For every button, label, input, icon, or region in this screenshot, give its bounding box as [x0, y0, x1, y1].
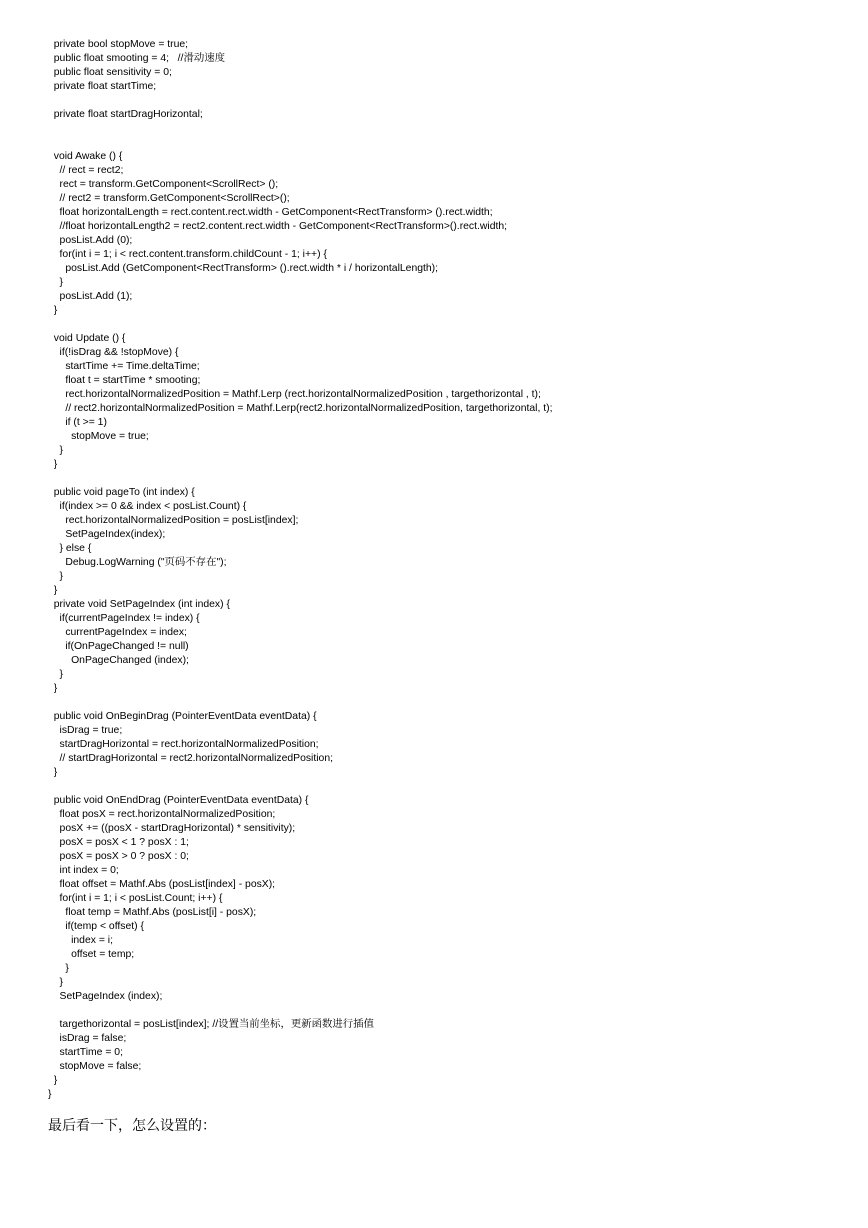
- code-line: }: [48, 585, 58, 596]
- code-line: }: [48, 571, 64, 582]
- code-line: isDrag = false;: [48, 1033, 127, 1044]
- code-line: targethorizontal = posList[index]; //设置当前坐标，更新函数进行插值: [48, 1019, 374, 1030]
- code-line: float temp = Mathf.Abs (posList[i] - posX);: [48, 907, 257, 918]
- code-line: posList.Add (GetComponent<RectTransform> ().rect.width * i / horizontalLength);: [48, 263, 439, 274]
- code-line: // rect2 = transform.GetComponent<ScrollRect>();: [48, 193, 290, 204]
- code-line: if(OnPageChanged != null): [48, 641, 189, 652]
- code-line: index = i;: [48, 935, 113, 946]
- code-line: rect.horizontalNormalizedPosition = Mathf.Lerp (rect.horizontalNormalizedPosition , targethorizontal , t);: [48, 389, 541, 400]
- code-line: [48, 318, 848, 332]
- code-line: offset = temp;: [48, 949, 135, 960]
- code-line: private void SetPageIndex (int index) {: [48, 599, 230, 610]
- code-line: }: [48, 445, 64, 456]
- code-line: }: [48, 1075, 58, 1086]
- code-line: stopMove = false;: [48, 1061, 142, 1072]
- closing-paragraph: 最后看一下，怎么设置的：: [48, 1118, 216, 1134]
- code-block: [48, 38, 848, 1102]
- code-line: }: [48, 1089, 52, 1100]
- code-line: [48, 780, 848, 794]
- code-line: SetPageIndex (index);: [48, 991, 163, 1002]
- code-line: void Awake () {: [48, 151, 123, 162]
- code-line: [48, 122, 848, 136]
- code-line: private float startDragHorizontal;: [48, 109, 203, 120]
- code-line: }: [48, 767, 58, 778]
- code-line: startTime = 0;: [48, 1047, 123, 1058]
- code-line: public float smooting = 4; //滑动速度: [48, 53, 226, 64]
- code-line: SetPageIndex(index);: [48, 529, 166, 540]
- code-line: posList.Add (1);: [48, 291, 133, 302]
- code-line: float posX = rect.horizontalNormalizedPosition;: [48, 809, 276, 820]
- code-line: for(int i = 1; i < rect.content.transform.childCount - 1; i++) {: [48, 249, 327, 260]
- code-line: OnPageChanged (index);: [48, 655, 189, 666]
- code-line: startDragHorizontal = rect.horizontalNormalizedPosition;: [48, 739, 319, 750]
- code-line: for(int i = 1; i < posList.Count; i++) {: [48, 893, 223, 904]
- code-line: float horizontalLength = rect.content.rect.width - GetComponent<RectTransform> ().rect.width;: [48, 207, 493, 218]
- code-line: }: [48, 305, 58, 316]
- code-line: rect.horizontalNormalizedPosition = posList[index];: [48, 515, 299, 526]
- code-line: if(currentPageIndex != index) {: [48, 613, 200, 624]
- code-line: private float startTime;: [48, 81, 157, 92]
- code-line: currentPageIndex = index;: [48, 627, 187, 638]
- code-line: [48, 136, 848, 150]
- code-line: float t = startTime * smooting;: [48, 375, 201, 386]
- code-line: public void OnBeginDrag (PointerEventData eventData) {: [48, 711, 317, 722]
- code-line: [48, 696, 848, 710]
- code-line: [48, 1004, 848, 1018]
- code-line: posX = posX < 1 ? posX : 1;: [48, 837, 189, 848]
- code-line: }: [48, 683, 58, 694]
- code-line: }: [48, 277, 64, 288]
- code-line: private bool stopMove = true;: [48, 39, 189, 50]
- code-line: public float sensitivity = 0;: [48, 67, 172, 78]
- code-line: if(!isDrag && !stopMove) {: [48, 347, 179, 358]
- code-line: }: [48, 669, 64, 680]
- code-line: public void pageTo (int index) {: [48, 487, 195, 498]
- code-line: }: [48, 963, 69, 974]
- code-line: startTime += Time.deltaTime;: [48, 361, 200, 372]
- code-line: // rect2.horizontalNormalizedPosition = Mathf.Lerp(rect2.horizontalNormalizedPosition, targethorizontal, t);: [48, 403, 553, 414]
- code-line: }: [48, 977, 64, 988]
- code-line: posX += ((posX - startDragHorizontal) * sensitivity);: [48, 823, 296, 834]
- code-line: posList.Add (0);: [48, 235, 133, 246]
- code-line: } else {: [48, 543, 92, 554]
- code-line: posX = posX > 0 ? posX : 0;: [48, 851, 189, 862]
- code-line: isDrag = true;: [48, 725, 123, 736]
- code-line: [48, 472, 848, 486]
- code-line: public void OnEndDrag (PointerEventData eventData) {: [48, 795, 309, 806]
- code-line: [48, 94, 848, 108]
- code-line: rect = transform.GetComponent<ScrollRect> ();: [48, 179, 279, 190]
- code-line: stopMove = true;: [48, 431, 149, 442]
- code-line: int index = 0;: [48, 865, 119, 876]
- code-line: if(index >= 0 && index < posList.Count) {: [48, 501, 247, 512]
- code-line: }: [48, 459, 58, 470]
- code-line: if (t >= 1): [48, 417, 107, 428]
- code-line: // rect = rect2;: [48, 165, 124, 176]
- code-line: //float horizontalLength2 = rect2.content.rect.width - GetComponent<RectTransform>().rect.width;: [48, 221, 508, 232]
- code-line: void Update () {: [48, 333, 126, 344]
- code-line: if(temp < offset) {: [48, 921, 144, 932]
- code-line: // startDragHorizontal = rect2.horizontalNormalizedPosition;: [48, 753, 333, 764]
- code-line: Debug.LogWarning ("页码不存在");: [48, 557, 227, 568]
- code-line: float offset = Mathf.Abs (posList[index] - posX);: [48, 879, 276, 890]
